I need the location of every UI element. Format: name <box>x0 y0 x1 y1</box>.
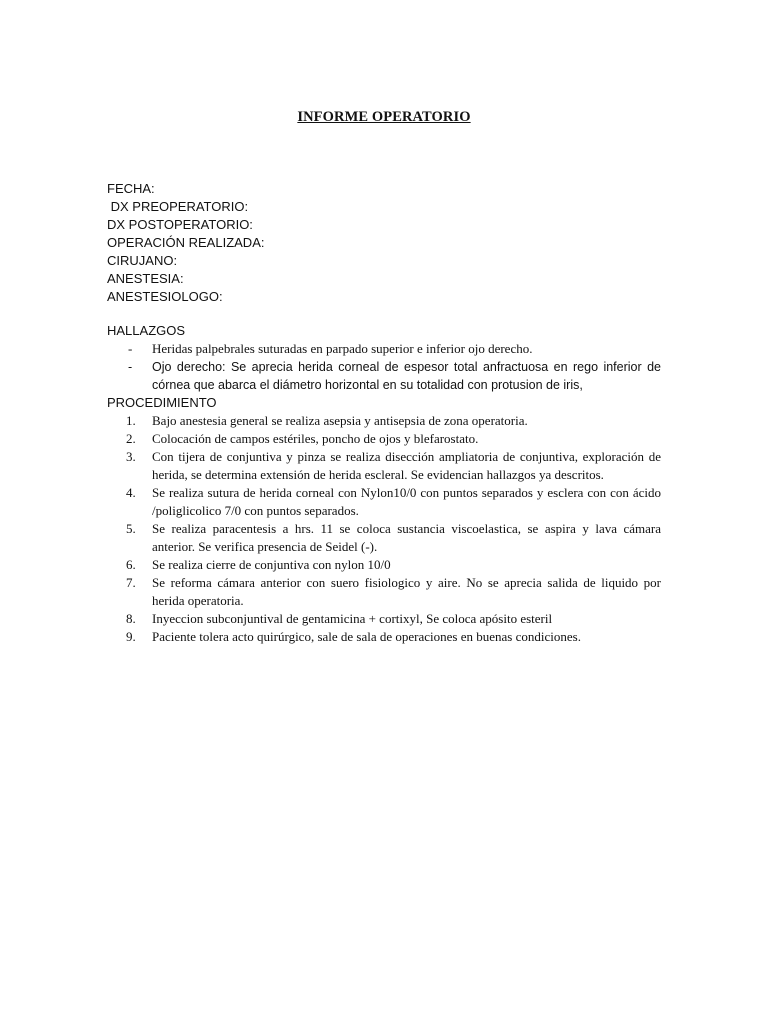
procedimiento-step <box>107 610 661 628</box>
field-fecha: FECHA: <box>107 181 155 196</box>
field-operacion-realizada: OPERACIÓN REALIZADA: <box>107 235 265 250</box>
field-dx-postoperatorio: DX POSTOPERATORIO: <box>107 217 253 232</box>
step-number: 6. <box>126 557 136 572</box>
procedimiento-step <box>107 556 661 574</box>
step-text: Inyeccion subconjuntival de gentamicina + cortixyl, Se coloca apósito esteril <box>152 611 553 626</box>
procedimiento-step <box>107 520 661 556</box>
bullet-dash: - <box>128 360 133 374</box>
procedimiento-step <box>107 628 661 646</box>
step-text: Colocación de campos estériles, poncho de ojos y blefarostato. <box>152 431 479 446</box>
step-number: 2. <box>126 431 136 446</box>
hallazgos-list <box>107 340 661 394</box>
step-text: Paciente tolera acto quirúrgico, sale de sala de operaciones en buenas condiciones. <box>152 629 581 644</box>
hallazgo-item <box>107 358 661 394</box>
step-text: Se realiza cierre de conjuntiva con nylon 10/0 <box>152 557 391 572</box>
hallazgo-text: Heridas palpebrales suturadas en parpado superior e inferior ojo derecho. <box>152 341 533 356</box>
step-number: 1. <box>126 413 136 428</box>
step-number: 4. <box>126 485 136 500</box>
procedimiento-heading: PROCEDIMIENTO <box>107 395 217 410</box>
field-cirujano: CIRUJANO: <box>107 253 178 268</box>
field-dx-preoperatorio: DX PREOPERATORIO: <box>107 199 249 214</box>
document-title: INFORME OPERATORIO <box>297 109 471 125</box>
step-text: Se realiza sutura de herida corneal con Nylon10/0 con puntos separados y esclera con con ácido /poliglicolico 7/0 con puntos separados. <box>152 485 661 518</box>
step-text: Se reforma cámara anterior con suero fisiologico y aire. No se aprecia salida de liquido por herida operatoria. <box>152 575 661 608</box>
procedimiento-step <box>107 448 661 484</box>
header-fields <box>107 180 264 306</box>
procedimiento-step <box>107 430 661 448</box>
step-number: 7. <box>126 575 136 590</box>
procedimiento-step <box>107 574 661 610</box>
bullet-dash: - <box>128 341 133 356</box>
step-number: 5. <box>126 521 136 536</box>
step-number: 3. <box>126 449 136 464</box>
step-number: 8. <box>126 611 136 626</box>
field-anestesia: ANESTESIA: <box>107 271 184 286</box>
procedimiento-step <box>107 484 661 520</box>
step-text: Se realiza paracentesis a hrs. 11 se coloca sustancia viscoelastica, se aspira y lava cámara anterior. Se verifica presencia de Seidel (-). <box>152 521 661 554</box>
hallazgo-item <box>107 340 661 358</box>
procedimiento-step <box>107 412 661 430</box>
hallazgos-heading: HALLAZGOS <box>107 323 186 338</box>
field-anestesiologo: ANESTESIOLOGO: <box>107 289 223 304</box>
step-text: Bajo anestesia general se realiza asepsia y antisepsia de zona operatoria. <box>152 413 528 428</box>
procedimiento-list <box>107 412 661 646</box>
hallazgo-text: Ojo derecho: Se aprecia herida corneal de espesor total anfractuosa en rego inferior de córnea que abarca el diámetro horizontal en su totalidad con protusion de iris, <box>152 360 661 392</box>
step-number: 9. <box>126 629 136 644</box>
step-text: Con tijera de conjuntiva y pinza se realiza disección ampliatoria de conjuntiva, exploración de herida, se determina extensión de herida escleral. Se evidencian hallazgos ya descritos. <box>152 449 661 482</box>
